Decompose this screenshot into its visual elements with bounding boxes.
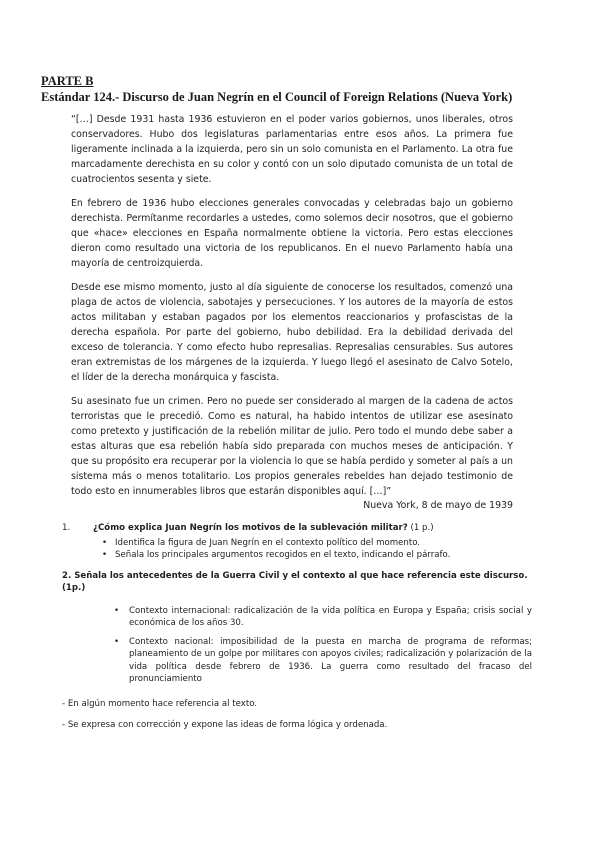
bullet-icon: •: [114, 636, 120, 647]
standard-title: Estándar 124.- Discurso de Juan Negrín en el Council of Foreign Relations (Nueva York): [41, 90, 513, 104]
evaluation-note-1: - En algún momento hace referencia al texto.: [62, 698, 258, 709]
bullet-icon: •: [102, 537, 108, 548]
list-item: [62, 537, 532, 550]
speech-paragraph-3: Desde ese mismo momento, justo al día siguiente de conocerse los resultados, comenzó una plaga de actos de violencia, sabotajes y persecuciones. Y los autores de la mayoría de estos actos militaban y estaban pagados por los elementos reaccionarios y profascistas de la derecha española. Por parte del gobierno, hubo debilidad. Era la debilidad derivada del exceso de tolerancia. Y como efecto hubo represalias. Represalias censurables. Sus autores eran extremistas de los márgenes de la izquierda. Y luego llegó el asesinato de Calvo Sotelo, el líder de la derecha monárquica y fascista.: [71, 282, 513, 383]
question-2-points: (1p.): [62, 583, 86, 593]
evaluation-note-2: - Se expresa con corrección y expone las ideas de forma lógica y ordenada.: [62, 720, 388, 730]
question-1-bullets: [62, 537, 532, 562]
bullet-text: Contexto internacional: radicalización de la vida política en Europa y España; crisis social y económica de los años 30.: [129, 605, 532, 628]
bullet-icon: •: [102, 550, 108, 560]
question-2: [62, 570, 532, 595]
bullet-text: Identifica la figura de Juan Negrín en el contexto político del momento.: [115, 537, 421, 548]
speech-paragraph-1: “[…] Desde 1931 hasta 1936 estuvieron en el poder varios gobiernos, unos liberales, otros conservadores. Hubo dos legislaturas parlamentarias entre esos años. La primera fue ligeramente inclinada a la izquierda, pero sin un solo comunista en el Parlamento. La otra fue marcadamente derechista en su color y contó con un solo diputado comunista de un total de cuatrocientos sesenta y siete.: [71, 114, 513, 185]
question-2-bullets: [62, 605, 532, 686]
speech-text: [71, 112, 513, 508]
list-item: [62, 549, 532, 562]
bullet-text: Señala los principales argumentos recogidos en el texto, indicando el párrafo.: [115, 550, 451, 560]
speech-signature: Nueva York, 8 de mayo de 1939: [363, 500, 513, 511]
question-1-points: (1 p.): [407, 523, 434, 533]
question-1-title: ¿Cómo explica Juan Negrín los motivos de la sublevación militar?: [93, 523, 408, 533]
speech-paragraph-2: En febrero de 1936 hubo elecciones generales convocadas y celebradas bajo un gobierno derechista. Permítanme recordarles a ustedes, como solemos decir nosotros, que el gobierno que «hace» elecciones en España normalmente obtiene la victoria. Pero estas elecciones dieron como resultado una victoria de los republicanos. En el nuevo Parlamento había una mayoría de centroizquierda.: [71, 198, 513, 269]
list-item: [62, 605, 532, 630]
question-1: [62, 522, 532, 535]
bullet-icon: •: [114, 605, 120, 616]
question-1-number: 1.: [62, 523, 71, 533]
question-2-title: 2. Señala los antecedentes de la Guerra Civil y el contexto al que hace referencia este discurso.: [62, 570, 528, 581]
bullet-text: Contexto nacional: imposibilidad de la puesta en marcha de programa de reformas; planeamiento de un golpe por militares con apoyos civiles; radicalización y polarización de la vida política desde febrero de 1936. La guerra como resultado del fracaso del pronunciamiento: [129, 636, 532, 684]
part-title: PARTE B: [41, 74, 94, 88]
speech-paragraph-4: Su asesinato fue un crimen. Pero no puede ser considerado al margen de la cadena de actos terroristas que le precedió. Como es natural, ha habido intentos de utilizar ese asesinato como pretexto y justificación de la rebelión militar de julio. Pero todo el mundo debe saber a estas alturas que esa rebelión había sido preparada con muchos meses de anticipación. Y que su propósito era recuperar por la violencia lo que se había perdido y someter al país a un sistema más o menos totalitario. Los propios generales rebeldes han dejado testimonio de todo esto en innumerables libros que estarán disponibles aquí. […]”: [71, 396, 513, 497]
list-item: [62, 636, 532, 686]
questions-section: [62, 522, 532, 732]
